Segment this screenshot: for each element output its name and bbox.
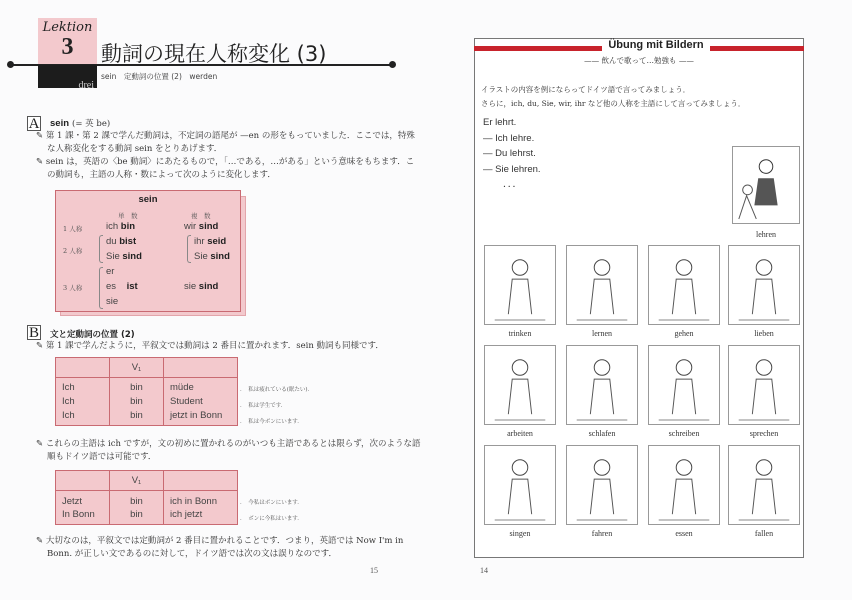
label-sprechen: sprechen (749, 429, 779, 438)
para: Bonn. が正しい文であるのに対して，ドイツ語では次の文は誤りなのです． (47, 549, 337, 559)
cell: müde (164, 378, 238, 395)
example-line: — Sie lehren. (483, 163, 541, 175)
para: これらの主語は ich ですが，文の初めに置かれるのがいつも主語であるとは限らず，次のような語 (45, 439, 421, 449)
person-1: 1 人称 (63, 225, 83, 233)
illustration-fahren (566, 445, 638, 525)
cell: Ich (56, 378, 110, 395)
illustration-fallen (728, 445, 800, 525)
label-fallen: fallen (754, 529, 774, 538)
word-order-table-2 (55, 470, 238, 525)
cell: jetzt in Bonn (164, 409, 238, 426)
example-line: — Ich lehre. (483, 132, 535, 144)
para: 第 1 課・第 2 課で学んだ動詞は，不定詞の語尾が —en の形をもっていました．ここでは，特殊 (45, 131, 415, 141)
title-bar-right (710, 46, 804, 51)
para: 大切なのは，平叙文では定動詞が 2 番目に置かれることです．つまり，英語では Now I'm in (45, 536, 404, 546)
sein-table (55, 190, 241, 312)
pronoun: ich (106, 221, 119, 232)
heading-sein: sein (50, 118, 70, 129)
pronoun: ihr (194, 236, 205, 247)
cell: Ich (56, 394, 110, 409)
label-lernen: lernen (592, 329, 612, 338)
instruction-1: イラストの内容を例にならってドイツ語で言ってみましょう． (481, 85, 691, 94)
section-b-marker: B (28, 325, 39, 341)
illustration-essen (648, 445, 720, 525)
cell: bin (110, 508, 164, 525)
line-dot-left (7, 61, 14, 68)
label-lehren: lehren (756, 230, 776, 239)
illustration-lieben (728, 245, 800, 325)
illustration-lehren (732, 146, 800, 224)
example-line: — Du lehrst. (483, 148, 536, 159)
example-line: Er lehrt. (483, 117, 517, 128)
verb: bist (119, 236, 137, 247)
illustration-gehen (648, 245, 720, 325)
label-singen: singen (509, 529, 531, 538)
cell: bin (110, 394, 164, 409)
cell: ich jetzt (164, 508, 238, 525)
section-a-marker: A (28, 116, 40, 132)
col-singular: 単 数 (118, 212, 138, 220)
cell: bin (110, 491, 164, 509)
pronoun: wir (184, 221, 197, 232)
verb: seid (207, 236, 227, 247)
para: sein は，英語の〈be 動詞〉にあたるもので，「…である，…がある」という意味をもちます．こ (45, 157, 415, 167)
label-essen: essen (675, 529, 693, 538)
example-block (483, 115, 541, 193)
cell: bin (110, 409, 164, 426)
lektion-word-box (38, 65, 97, 91)
para: 順もドイツ語では可能です． (47, 452, 157, 462)
cell: In Bonn (56, 508, 110, 525)
translation: ． ボンに今私はいます． (240, 516, 303, 522)
label-arbeiten: arbeiten (507, 429, 533, 438)
page-subtitle: sein 定動詞の位置 (2) werden (101, 72, 218, 81)
person-2: 2 人称 (63, 247, 83, 255)
illustration-schlafen (566, 345, 638, 425)
col-plural: 複 数 (191, 212, 211, 220)
pronoun: sie (184, 281, 197, 292)
page-title: 動詞の現在人称変化 (3) (101, 42, 327, 66)
section-b-text-1: ✎ 第 1 課で学んだように，平叙文では動詞は 2 番目に置かれます．sein 動詞も同様です． (36, 341, 384, 351)
label-schreiben: schreiben (668, 429, 700, 438)
header-v1: V₁ (110, 471, 164, 491)
lektion-number: 3 (61, 34, 74, 60)
label-gehen: gehen (674, 329, 694, 338)
exercise-subtitle: —— 飲んで歌って…勉強も —— (584, 56, 694, 65)
lektion-word: drei (78, 80, 94, 91)
cell: Ich (56, 409, 110, 426)
illustration-arbeiten (484, 345, 556, 425)
section-a-text: ✎ 第 1 課・第 2 課で学んだ動詞は，不定詞の語尾が —en の形をもっていました．ここでは，特殊 な人称変化をする動詞 sein をとりあげます． ✎ sein は，英語の〈be 動詞〉にあたるもので，「…である，…がある」という意味をもちます．こ の動詞も，主語の人称・数によって次のように変化します． (36, 131, 415, 180)
para: な人称変化をする動詞 sein をとりあげます． (47, 144, 223, 154)
example-line: ．．． (503, 179, 523, 190)
para: の動詞も，主語の人称・数によって次のように変化します． (47, 170, 276, 180)
illustration-lernen (566, 245, 638, 325)
illustration-singen (484, 445, 556, 525)
pronoun: du (106, 236, 117, 247)
illustration-schreiben (648, 345, 720, 425)
pronoun: Sie (106, 251, 120, 262)
pronoun: es (106, 281, 117, 292)
cell: bin (110, 378, 164, 395)
verb: sind (198, 281, 219, 292)
pronoun: sie (106, 296, 119, 307)
page-number-left: 15 (370, 566, 378, 575)
cell: ich in Bonn (164, 491, 238, 509)
translation: ． 私は学生です． (240, 403, 287, 409)
word-order-table-1 (55, 357, 238, 426)
exercise-title: Übung mit Bildern (608, 39, 704, 51)
line-dot-right (389, 61, 396, 68)
section-b-text-3: ✎ 大切なのは，平叙文では定動詞が 2 番目に置かれることです．つまり，英語では Now I'm in Bonn. が正しい文であるのに対して，ドイツ語では次の文は誤りなのです． (36, 536, 404, 559)
person-3: 3 人称 (63, 284, 83, 292)
verb: bin (120, 221, 136, 232)
title-bar-left (474, 46, 602, 51)
verb: sind (122, 251, 142, 262)
illustration-trinken (484, 245, 556, 325)
lektion-label: Lektion (42, 20, 93, 35)
verb: sind (198, 221, 219, 232)
page-number-right: 14 (480, 566, 488, 575)
label-schlafen: schlafen (588, 429, 616, 438)
lektion-badge (38, 18, 97, 64)
header-v1: V₁ (110, 358, 164, 378)
cell: Student (164, 394, 238, 409)
pronoun: er (106, 266, 115, 277)
para: 第 1 課で学んだように，平叙文では動詞は 2 番目に置かれます．sein 動詞も同様です． (45, 341, 384, 351)
illustration-sprechen (728, 345, 800, 425)
verb: sind (210, 251, 230, 262)
translation: ． 今私はボンにいます． (240, 500, 303, 506)
translation: ． 私は疲れている(眠たい)． (240, 387, 314, 393)
translation: ． 私は今ボンにいます． (240, 419, 303, 425)
label-lieben: lieben (754, 329, 774, 338)
cell: Jetzt (56, 491, 110, 509)
section-b-heading: 文と定動詞の位置 (2) (50, 330, 135, 340)
verb: ist (126, 281, 138, 292)
instruction-2: さらに，ich, du, Sie, wir, ihr など他の人称を主語にして言ってみましょう． (481, 99, 746, 108)
heading-note: (= 英 be) (72, 119, 111, 129)
label-trinken: trinken (508, 329, 532, 338)
label-fahren: fahren (591, 529, 613, 538)
sein-table-title: sein (138, 194, 158, 205)
pronoun: Sie (194, 251, 208, 262)
section-b-text-2: ✎ これらの主語は ich ですが，文の初めに置かれるのがいつも主語であるとは限らず，次のような語 順もドイツ語では可能です． (36, 439, 421, 462)
